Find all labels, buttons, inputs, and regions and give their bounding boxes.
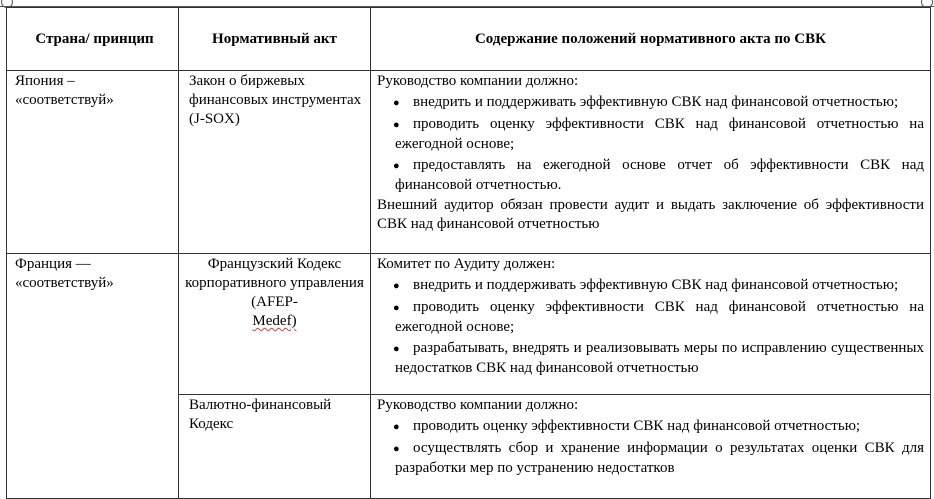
cropped-top-edge <box>0 0 934 7</box>
table-row-japan <box>7 71 931 254</box>
content-cell <box>371 395 931 499</box>
content-intro: Руководство компании должно: <box>377 73 579 89</box>
header-content: Содержание положений нормативного акта по СВК <box>371 8 931 71</box>
table-header-row <box>7 8 931 71</box>
list-item: ● предоставлять на ежегодной основе отчет об эффективности СВК над финансовой отчетностью. <box>393 157 924 193</box>
bullet-icon: ● <box>393 421 400 433</box>
bullet-icon: ● <box>393 119 400 131</box>
header-act: Нормативный акт <box>179 8 371 71</box>
act-cell: Французский Кодекс корпоративного управления (AFEP- Medef) <box>179 254 371 395</box>
content-cell <box>371 71 931 254</box>
content-cell <box>371 254 931 395</box>
table-row-france <box>7 254 931 395</box>
content-intro: Руководство компании должно: <box>377 397 579 413</box>
bullet-icon: ● <box>393 302 400 314</box>
bullet-icon: ● <box>393 280 400 292</box>
bullet-icon: ● <box>393 97 400 109</box>
bullet-icon: ● <box>393 343 400 355</box>
content-intro: Комитет по Аудиту должен: <box>377 256 556 272</box>
content-final: Внешний аудитор обязан провести аудит и выдать заключение об эффективности СВК над финансовой отчетностью <box>377 197 924 232</box>
list-item: ● разрабатывать, внедрять и реализовывать меры по исправлению существенных недостатков СВК над финансовой отчетностью <box>393 340 924 376</box>
list-item: ● внедрить и поддерживать эффективную СВК над финансовой отчетностью; <box>377 93 924 113</box>
list-item: ● проводить оценку эффективности СВК над финансовой отчетностью на ежегодной основе; <box>393 299 924 335</box>
country-cell: Франция — «соответствуй» <box>7 254 179 499</box>
act-cell: Закон о биржевых финансовых инструментах (J-SOX) <box>179 71 371 254</box>
list-item: ● осуществлять сбор и хранение информации о результатах оценки СВК для разработки мер по устранению недостатков <box>393 440 924 476</box>
bullet-icon: ● <box>393 443 400 455</box>
bullet-icon: ● <box>393 160 400 172</box>
list-item: ● внедрить и поддерживать эффективную СВК над финансовой отчетностью; <box>377 276 924 296</box>
header-country: Страна/ принцип <box>7 8 179 71</box>
country-cell: Япония – «соответствуй» <box>7 71 179 254</box>
list-item: ● проводить оценку эффективности СВК над финансовой отчетностью; <box>377 417 924 437</box>
act-cell: Валютно-финансовый Кодекс <box>179 395 371 499</box>
regulations-table <box>6 7 931 499</box>
list-item: ● проводить оценку эффективности СВК над финансовой отчетностью на ежегодной основе; <box>393 116 924 152</box>
